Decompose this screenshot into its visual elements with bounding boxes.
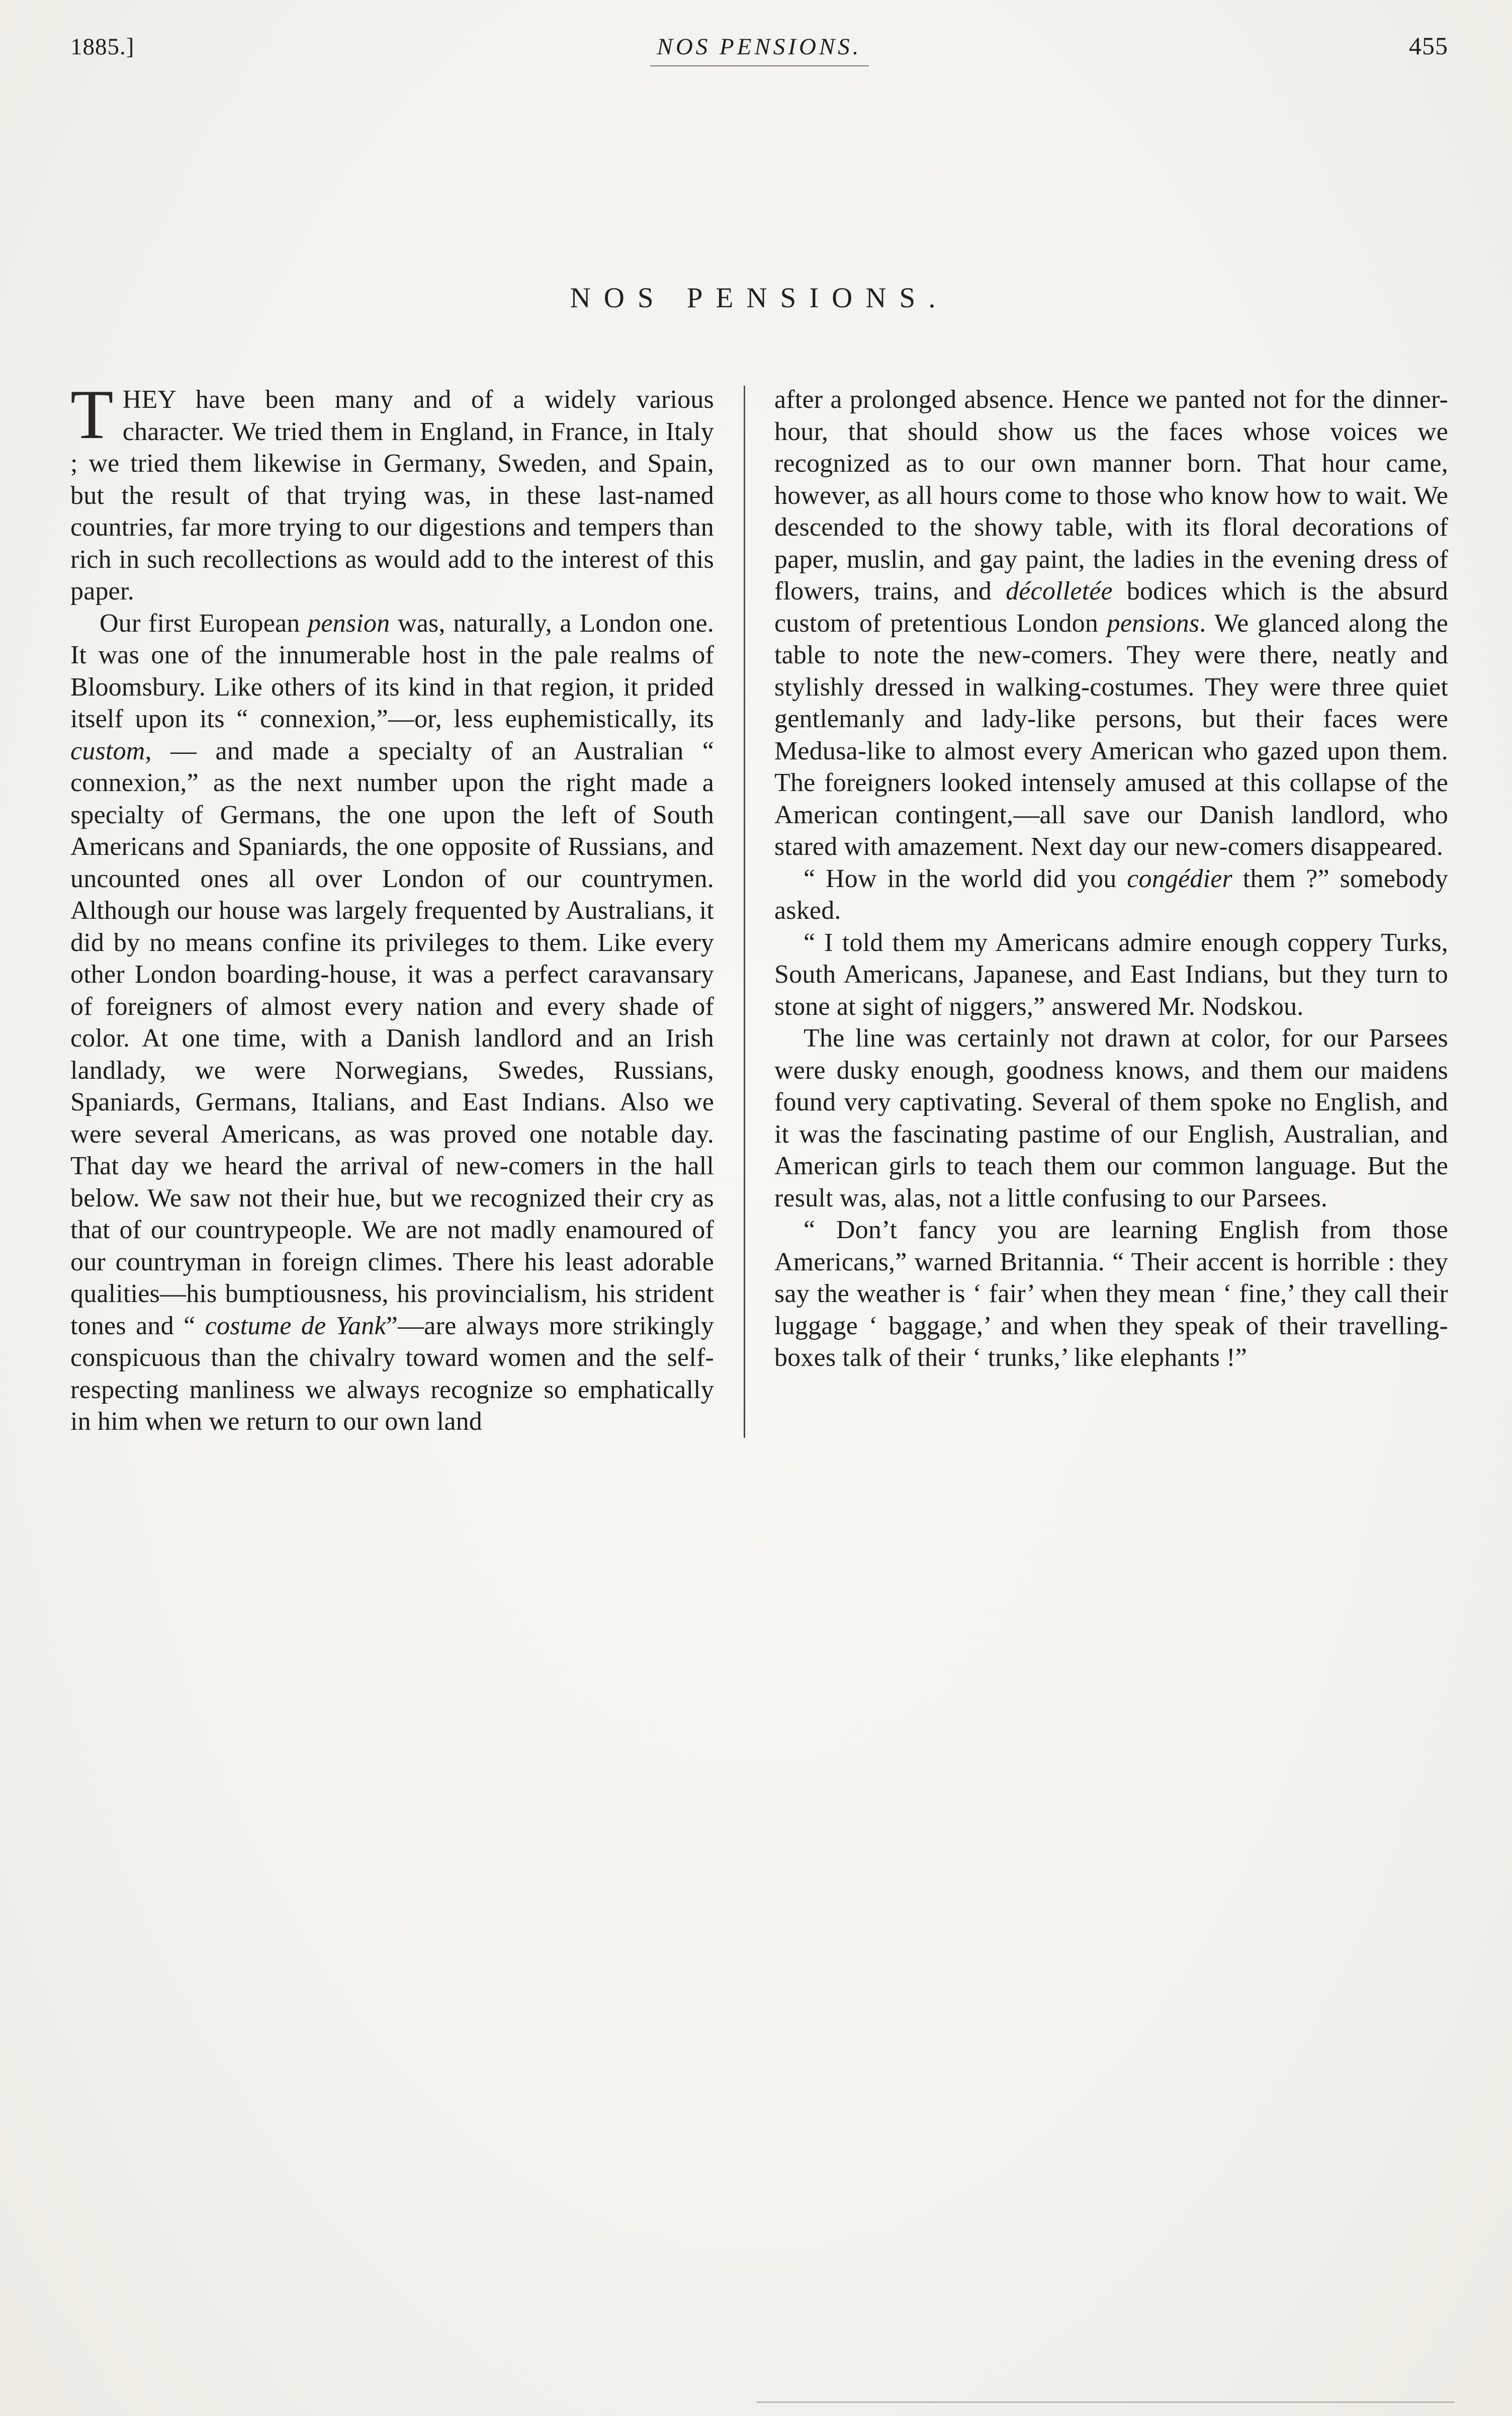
text-run: ”—are always more strikingly conspicuous than the chivalry toward women and the self-respecting manliness we always recognize so emphatically in him when we return to our own land [70,1311,714,1436]
right-column [774,384,1448,1438]
italic-text-run: costume de Yank [205,1311,386,1340]
paragraph [774,1214,1448,1374]
running-head [70,31,1448,66]
article-title: NOS PENSIONS. [570,282,949,314]
paragraph [774,863,1448,927]
paragraph [774,927,1448,1023]
drop-cap: T [70,376,114,454]
text-run: “ Don’t fancy you are learning English from those Americans,” warned Britannia. “ Their accent is horrible : they say the weather is ‘ fair’ when they mean ‘ fine,’ they call their luggage ‘ baggage,’ and when they speak of their travelling-boxes talk of their ‘ trunks,’ like elephants !” [774,1216,1448,1372]
text-run: “ I told them my Americans admire enough coppery Turks, South Americans, Japanese, and East Indians, but they turn to stone at sight of niggers,” answered Mr. Nodskou. [774,928,1448,1021]
running-head-year: 1885.] [70,34,135,60]
italic-text-run: custom [70,736,145,765]
paragraph [774,1022,1448,1214]
text-run: was, naturally, a London one. It was one of the innumerable host in the pale realms of Bloomsbury. Like others of its kind in that region, it prided itself upon its “ connexion,”—or, less euphemistically, its [70,609,714,733]
text-run: HEY have been many and of a widely various character. We tried them in England, in France, in Italy ; we tried them likewise in Germany, Sweden, and Spain, but the result of that trying was, in these last-named countries, far more trying to our digestions and tempers than rich in such recollections as would add to the interest of this paper. [70,385,714,606]
two-column-body [70,376,1448,1438]
text-run: The line was certainly not drawn at color, for our Parsees were dusky enough, goodness knows, and them our maidens found very captivating. Several of them spoke no English, and it was the fascinating pastime of our English, Australian, and American girls to teach them our common language. But the result was, alas, not a little confusing to our Parsees. [774,1024,1448,1213]
italic-text-run: pension [308,609,390,638]
paragraph [774,384,1448,863]
column-divider-rule [744,386,745,1438]
text-run: bodices which is the absurd custom of pretentious London [774,577,1448,638]
italic-text-run: décolletée [1006,577,1113,606]
scan-artifact-line [757,2401,1455,2403]
paragraph [70,376,714,608]
italic-text-run: congédier [1127,864,1232,893]
text-run: . We glanced along the table to note the new-comers. They were there, neatly and stylishly dressed in walking-costumes. They were three quiet gentlemanly and lady-like persons, but their faces were Medusa-like to almost every American who gazed upon them. The foreigners looked intensely amused at this collapse of the American contingent,—all save our Danish landlord, who stared with amazement. Next day our new-comers disappeared. [774,609,1448,861]
text-run: “ How in the world did you [804,864,1127,893]
running-head-page-number: 455 [1409,32,1448,60]
italic-text-run: pensions [1107,609,1200,638]
running-head-title: NOS PENSIONS. [650,33,869,66]
paragraph [70,608,714,1438]
running-head-center [201,33,1317,66]
left-column [70,376,714,1438]
text-run: Our first European [100,609,308,638]
text-run: after a prolonged absence. Hence we panted not for the dinner-hour, that should show us the faces whose voices we recognized as to our own manner born. That hour came, however, as all hours come to those who know how to wait. We descended to the showy table, with its floral decorations of paper, muslin, and gay paint, the ladies in the evening dress of flowers, trains, and [774,385,1448,606]
text-run: , — and made a specialty of an Australian “ connexion,” as the next number upon the right made a specialty of Germans, the one upon the left of South Americans and Spaniards, the one opposite of Russians, and uncounted ones all over London of our countrymen. Although our house was largely frequented by Australians, it did by no means confine its privileges to them. Like every other London boarding-house, it was a perfect caravansary of foreigners of almost every nation and every shade of color. At one time, with a Danish landlord and an Irish landlady, we were Norwegians, Swedes, Russians, Spaniards, Germans, Italians, and East Indians. Also we were several Americans, as was proved one notable day. That day we heard the arrival of new-comers in the hall below. We saw not their hue, but we recognized their cry as that of our countrypeople. We are not madly enamoured of our countryman in foreign climes. There his least adorable qualities—his bumptiousness, his provincialism, his strident tones and “ [70,736,714,1340]
text-run: them ?” somebody asked. [774,864,1448,925]
